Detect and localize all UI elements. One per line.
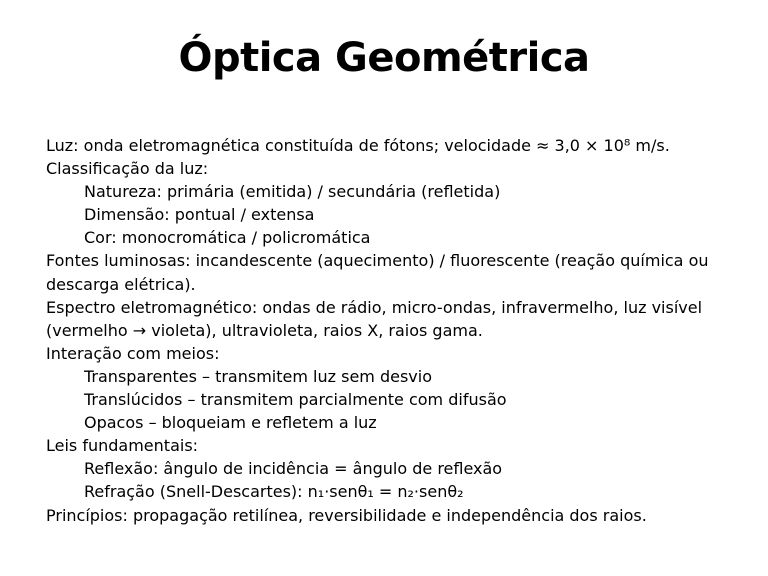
text-line-dimension: Dimensão: pontual / extensa bbox=[84, 205, 315, 225]
text-line-translucent: Translúcidos – transmitem parcialmente com difusão bbox=[84, 390, 507, 410]
text-line-principles: Princípios: propagação retilínea, reversibilidade e independência dos raios. bbox=[46, 505, 647, 525]
text-line-media-heading: Interação com meios: bbox=[46, 343, 220, 363]
text-line-spectrum-cont: (vermelho → violeta), ultravioleta, raios X, raios gama. bbox=[46, 320, 483, 340]
text-line-opaque: Opacos – bloqueiam e refletem a luz bbox=[84, 413, 377, 433]
slide-body bbox=[46, 134, 736, 527]
text-line-transparent: Transparentes – transmitem luz sem desvio bbox=[84, 366, 432, 386]
text-line-refraction: Refração (Snell-Descartes): n₁·senθ₁ = n₂·senθ₂ bbox=[84, 482, 464, 502]
text-line-light-sources-cont: descarga elétrica). bbox=[46, 274, 196, 294]
text-line-laws-heading: Leis fundamentais: bbox=[46, 436, 199, 456]
text-line-spectrum: Espectro eletromagnético: ondas de rádio, micro-ondas, infravermelho, luz visível bbox=[46, 297, 703, 317]
text-line-classification-heading: Classificação da luz: bbox=[46, 159, 209, 179]
text-line-reflection: Reflexão: ângulo de incidência = ângulo de reflexão bbox=[84, 459, 503, 479]
text-line-color: Cor: monocromática / policromática bbox=[84, 228, 371, 248]
text-line-light-sources: Fontes luminosas: incandescente (aquecimento) / fluorescente (reação química ou bbox=[46, 251, 709, 271]
text-line-light-definition: Luz: onda eletromagnética constituída de fótons; velocidade ≈ 3,0 × 10⁸ m/s. bbox=[46, 136, 670, 155]
text-line-nature: Natureza: primária (emitida) / secundária (refletida) bbox=[84, 182, 501, 202]
slide-title: Óptica Geométrica bbox=[178, 35, 590, 81]
